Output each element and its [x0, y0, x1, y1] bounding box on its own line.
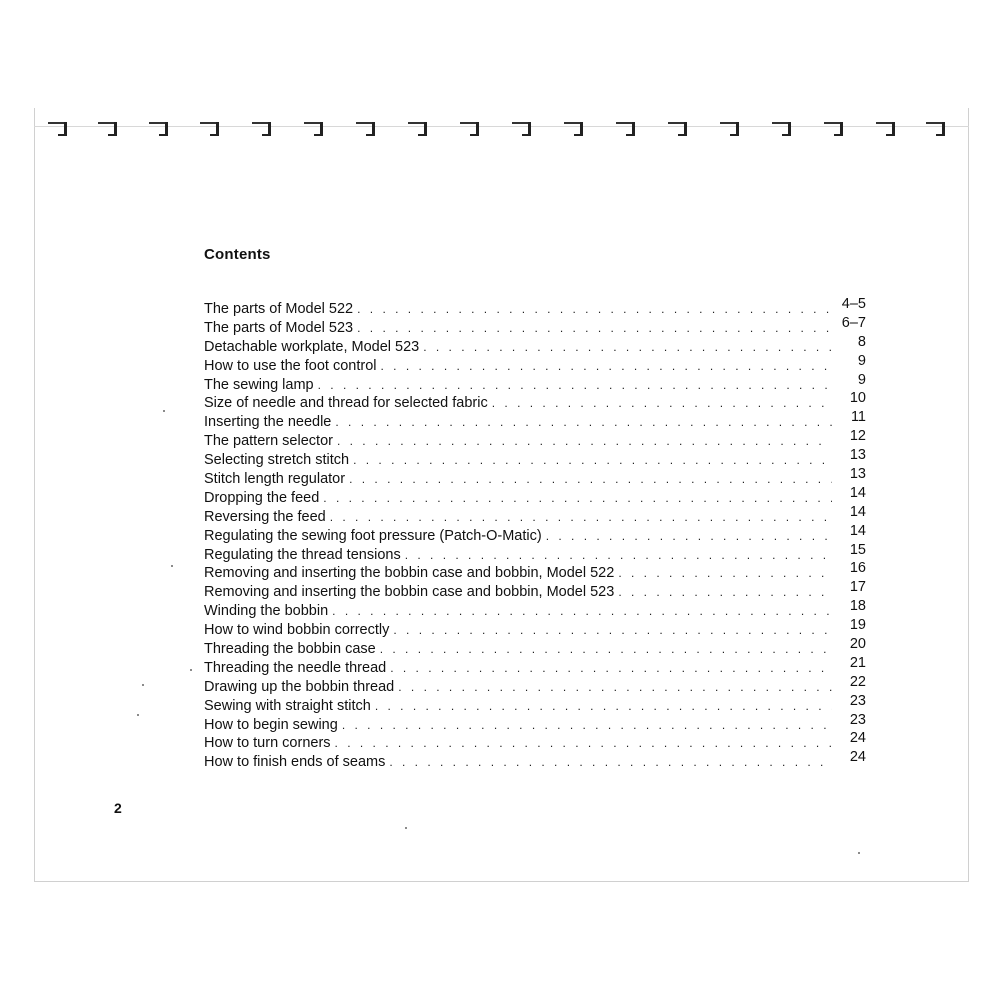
binding-ring	[252, 122, 272, 136]
toc-entry[interactable]	[204, 409, 866, 432]
toc-leader-dots	[375, 697, 832, 716]
toc-entry-page: 6–7	[841, 314, 866, 331]
binding-ring	[564, 122, 584, 136]
toc-leader-dots	[349, 470, 832, 489]
toc-entry-page: 4–5	[841, 296, 866, 312]
toc-entry[interactable]	[204, 314, 866, 338]
toc-leader-dots	[423, 338, 832, 357]
scan-speck	[142, 684, 144, 686]
toc-entry-title: Selecting stretch stitch	[204, 452, 350, 469]
toc-entry-title: Sewing with straight stitch	[204, 697, 371, 714]
toc-entry[interactable]	[204, 541, 866, 565]
contents-heading: Contents	[204, 246, 271, 263]
toc-entry-page: 13	[849, 466, 866, 483]
toc-leader-dots	[342, 716, 832, 735]
toc-leader-dots	[546, 527, 832, 546]
toc-entry[interactable]	[204, 636, 866, 659]
toc-entry-title: How to wind bobbin correctly	[204, 622, 390, 639]
toc-entry-page: 14	[849, 484, 866, 501]
toc-entry-page: 14	[849, 503, 866, 520]
toc-entry-title: Removing and inserting the bobbin case and bobbin, Model 522	[204, 565, 615, 582]
toc-entry-page: 24	[849, 749, 866, 766]
toc-leader-dots	[335, 413, 832, 432]
toc-entry-title: The parts of Model 523	[204, 319, 354, 336]
toc-entry-title: How to use the foot control	[204, 357, 377, 374]
toc-entry-page: 22	[849, 673, 866, 690]
toc-entry-title: Removing and inserting the bobbin case and bobbin, Model 523	[204, 584, 615, 601]
toc-entry-title: Reversing the feed	[204, 508, 326, 525]
binding-ring	[512, 122, 532, 136]
toc-entry[interactable]	[204, 484, 866, 508]
toc-entry[interactable]	[204, 522, 866, 546]
toc-leader-dots	[618, 564, 832, 583]
scan-speck	[858, 852, 860, 854]
toc-entry-title: Regulating the sewing foot pressure (Patch-O-Matic)	[204, 527, 542, 544]
scan-speck	[137, 714, 139, 716]
binding-ring	[48, 122, 68, 136]
toc-leader-dots	[318, 376, 832, 395]
toc-entry[interactable]	[204, 730, 866, 753]
toc-entry[interactable]	[204, 560, 866, 583]
toc-entry-page: 23	[849, 692, 866, 709]
spiral-binding	[34, 118, 969, 148]
toc-entry[interactable]	[204, 503, 866, 527]
toc-leader-dots	[330, 508, 832, 527]
toc-leader-dots	[390, 659, 832, 678]
binding-ring	[460, 122, 480, 136]
toc-entry[interactable]	[204, 711, 866, 735]
toc-leader-dots	[389, 753, 832, 772]
toc-entry[interactable]	[204, 333, 866, 357]
toc-entry-title: Threading the needle thread	[204, 659, 387, 676]
toc-entry-page: 17	[849, 579, 866, 596]
binding-ring	[720, 122, 740, 136]
toc-entry-title: Dropping the feed	[204, 489, 320, 506]
binding-ring	[616, 122, 636, 136]
toc-leader-dots	[335, 734, 832, 753]
binding-ring	[408, 122, 428, 136]
toc-entry-page: 12	[849, 428, 866, 445]
toc-entry-title: Threading the bobbin case	[204, 641, 376, 658]
toc-entry-page: 20	[849, 636, 866, 653]
toc-entry-page: 9	[857, 352, 866, 369]
toc-entry-title: How to finish ends of seams	[204, 754, 386, 771]
scan-speck	[171, 565, 173, 567]
toc-leader-dots	[357, 300, 832, 319]
toc-entry-page: 24	[849, 730, 866, 747]
toc-entry-page: 8	[857, 333, 866, 350]
toc-entry[interactable]	[204, 466, 866, 489]
binding-ring	[149, 122, 169, 136]
page-number: 2	[114, 800, 122, 816]
scan-speck	[405, 827, 407, 829]
toc-entry-page: 21	[849, 654, 866, 671]
toc-entry[interactable]	[204, 654, 866, 678]
toc-entry-title: The parts of Model 522	[204, 301, 354, 317]
toc-entry-title: Size of needle and thread for selected fabric	[204, 395, 488, 412]
toc-entry-page: 16	[849, 560, 866, 577]
toc-entry[interactable]	[204, 673, 866, 697]
toc-entry-title: How to begin sewing	[204, 716, 338, 733]
toc-entry[interactable]	[204, 352, 866, 376]
toc-entry-title: Detachable workplate, Model 523	[204, 338, 420, 355]
toc-entry[interactable]	[204, 296, 866, 319]
toc-entry-page: 13	[849, 447, 866, 464]
toc-leader-dots	[337, 432, 832, 451]
toc-leader-dots	[323, 489, 832, 508]
toc-leader-dots	[353, 451, 832, 470]
toc-leader-dots	[405, 546, 832, 565]
toc-entry-page: 18	[849, 598, 866, 615]
toc-leader-dots	[332, 602, 832, 621]
toc-entry-page: 14	[849, 522, 866, 539]
binding-ring	[824, 122, 844, 136]
toc-entry[interactable]	[204, 371, 866, 395]
binding-ring	[876, 122, 896, 136]
binding-ring	[926, 122, 946, 136]
toc-entry[interactable]	[204, 390, 866, 413]
toc-entry-title: How to turn corners	[204, 735, 331, 752]
binding-ring	[668, 122, 688, 136]
toc-leader-dots	[618, 583, 832, 602]
toc-entry[interactable]	[204, 749, 866, 772]
binding-ring	[98, 122, 118, 136]
toc-entry[interactable]	[204, 447, 866, 470]
toc-entry[interactable]	[204, 692, 866, 716]
binding-ring	[772, 122, 792, 136]
toc-entry-page: 9	[857, 371, 866, 388]
toc-entry[interactable]	[204, 579, 866, 602]
toc-entry[interactable]	[204, 598, 866, 621]
toc-leader-dots	[492, 394, 832, 413]
toc-leader-dots	[393, 621, 832, 640]
toc-entry-title: Stitch length regulator	[204, 471, 346, 488]
toc-entry-title: The sewing lamp	[204, 376, 314, 393]
toc-entry-title: Regulating the thread tensions	[204, 546, 401, 563]
toc-entry-page: 15	[849, 541, 866, 558]
binding-ring	[200, 122, 220, 136]
toc-leader-dots	[398, 678, 832, 697]
toc-entry-page: 19	[849, 617, 866, 634]
toc-entry-title: The pattern selector	[204, 433, 333, 450]
toc-entry[interactable]	[204, 428, 866, 451]
scan-speck	[190, 669, 192, 671]
toc-entry-title: Inserting the needle	[204, 414, 332, 431]
toc-entry-page: 11	[850, 409, 866, 426]
toc-leader-dots	[381, 357, 833, 376]
toc-entry[interactable]	[204, 617, 866, 640]
toc-entry-page: 23	[849, 711, 866, 728]
toc-leader-dots	[357, 319, 832, 338]
binding-ring	[356, 122, 376, 136]
toc-entry-title: Drawing up the bobbin thread	[204, 678, 395, 695]
binding-ring	[304, 122, 324, 136]
toc-entry-page: 10	[849, 390, 866, 407]
toc-entry-title: Winding the bobbin	[204, 603, 329, 620]
scan-speck	[163, 410, 165, 412]
toc-leader-dots	[380, 640, 832, 659]
table-of-contents	[204, 296, 866, 772]
